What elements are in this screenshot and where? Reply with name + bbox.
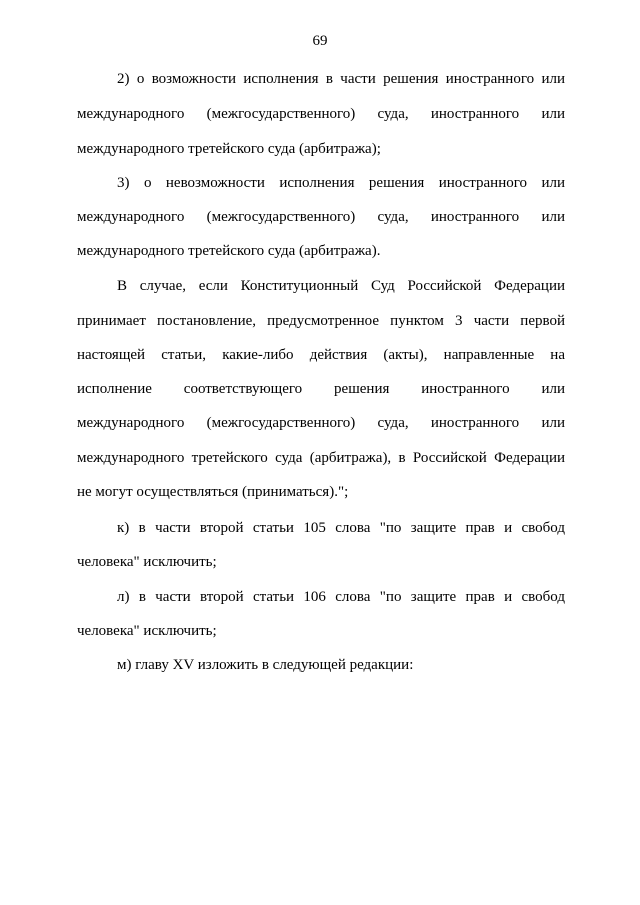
paragraph-case-line-4: исполнение соответствующего решения иностранного или xyxy=(77,381,565,397)
paragraph-m-line-1: м) главу XV изложить в следующей редакции: xyxy=(117,657,414,673)
paragraph-l-line-2: человека" исключить; xyxy=(77,623,217,639)
paragraph-3-line-1: 3) о невозможности исполнения решения иностранного или xyxy=(117,175,565,191)
paragraph-k-line-1: к) в части второй статьи 105 слова "по защите прав и свобод xyxy=(117,520,565,536)
paragraph-l-line-1: л) в части второй статьи 106 слова "по защите прав и свобод xyxy=(117,589,565,605)
paragraph-case-line-1: В случае, если Конституционный Суд Российской Федерации xyxy=(117,278,565,294)
paragraph-2-line-2: международного (межгосударственного) суда, иностранного или xyxy=(77,106,565,122)
paragraph-2-line-3: международного третейского суда (арбитража); xyxy=(77,141,381,157)
page-number: 69 xyxy=(312,33,328,49)
paragraph-3-line-2: международного (межгосударственного) суда, иностранного или xyxy=(77,209,565,225)
paragraph-case-line-7: не могут осуществляться (приниматься)."; xyxy=(77,484,349,500)
paragraph-k-line-2: человека" исключить; xyxy=(77,554,217,570)
paragraph-3-line-3: международного третейского суда (арбитража). xyxy=(77,243,381,259)
paragraph-case-line-6: международного третейского суда (арбитража), в Российской Федерации xyxy=(77,450,565,466)
paragraph-2-line-1: 2) о возможности исполнения в части решения иностранного или xyxy=(117,71,565,87)
paragraph-case-line-2: принимает постановление, предусмотренное пунктом 3 части первой xyxy=(77,313,565,329)
paragraph-case-line-5: международного (межгосударственного) суда, иностранного или xyxy=(77,415,565,431)
paragraph-case-line-3: настоящей статьи, какие-либо действия (акты), направленные на xyxy=(77,347,565,363)
